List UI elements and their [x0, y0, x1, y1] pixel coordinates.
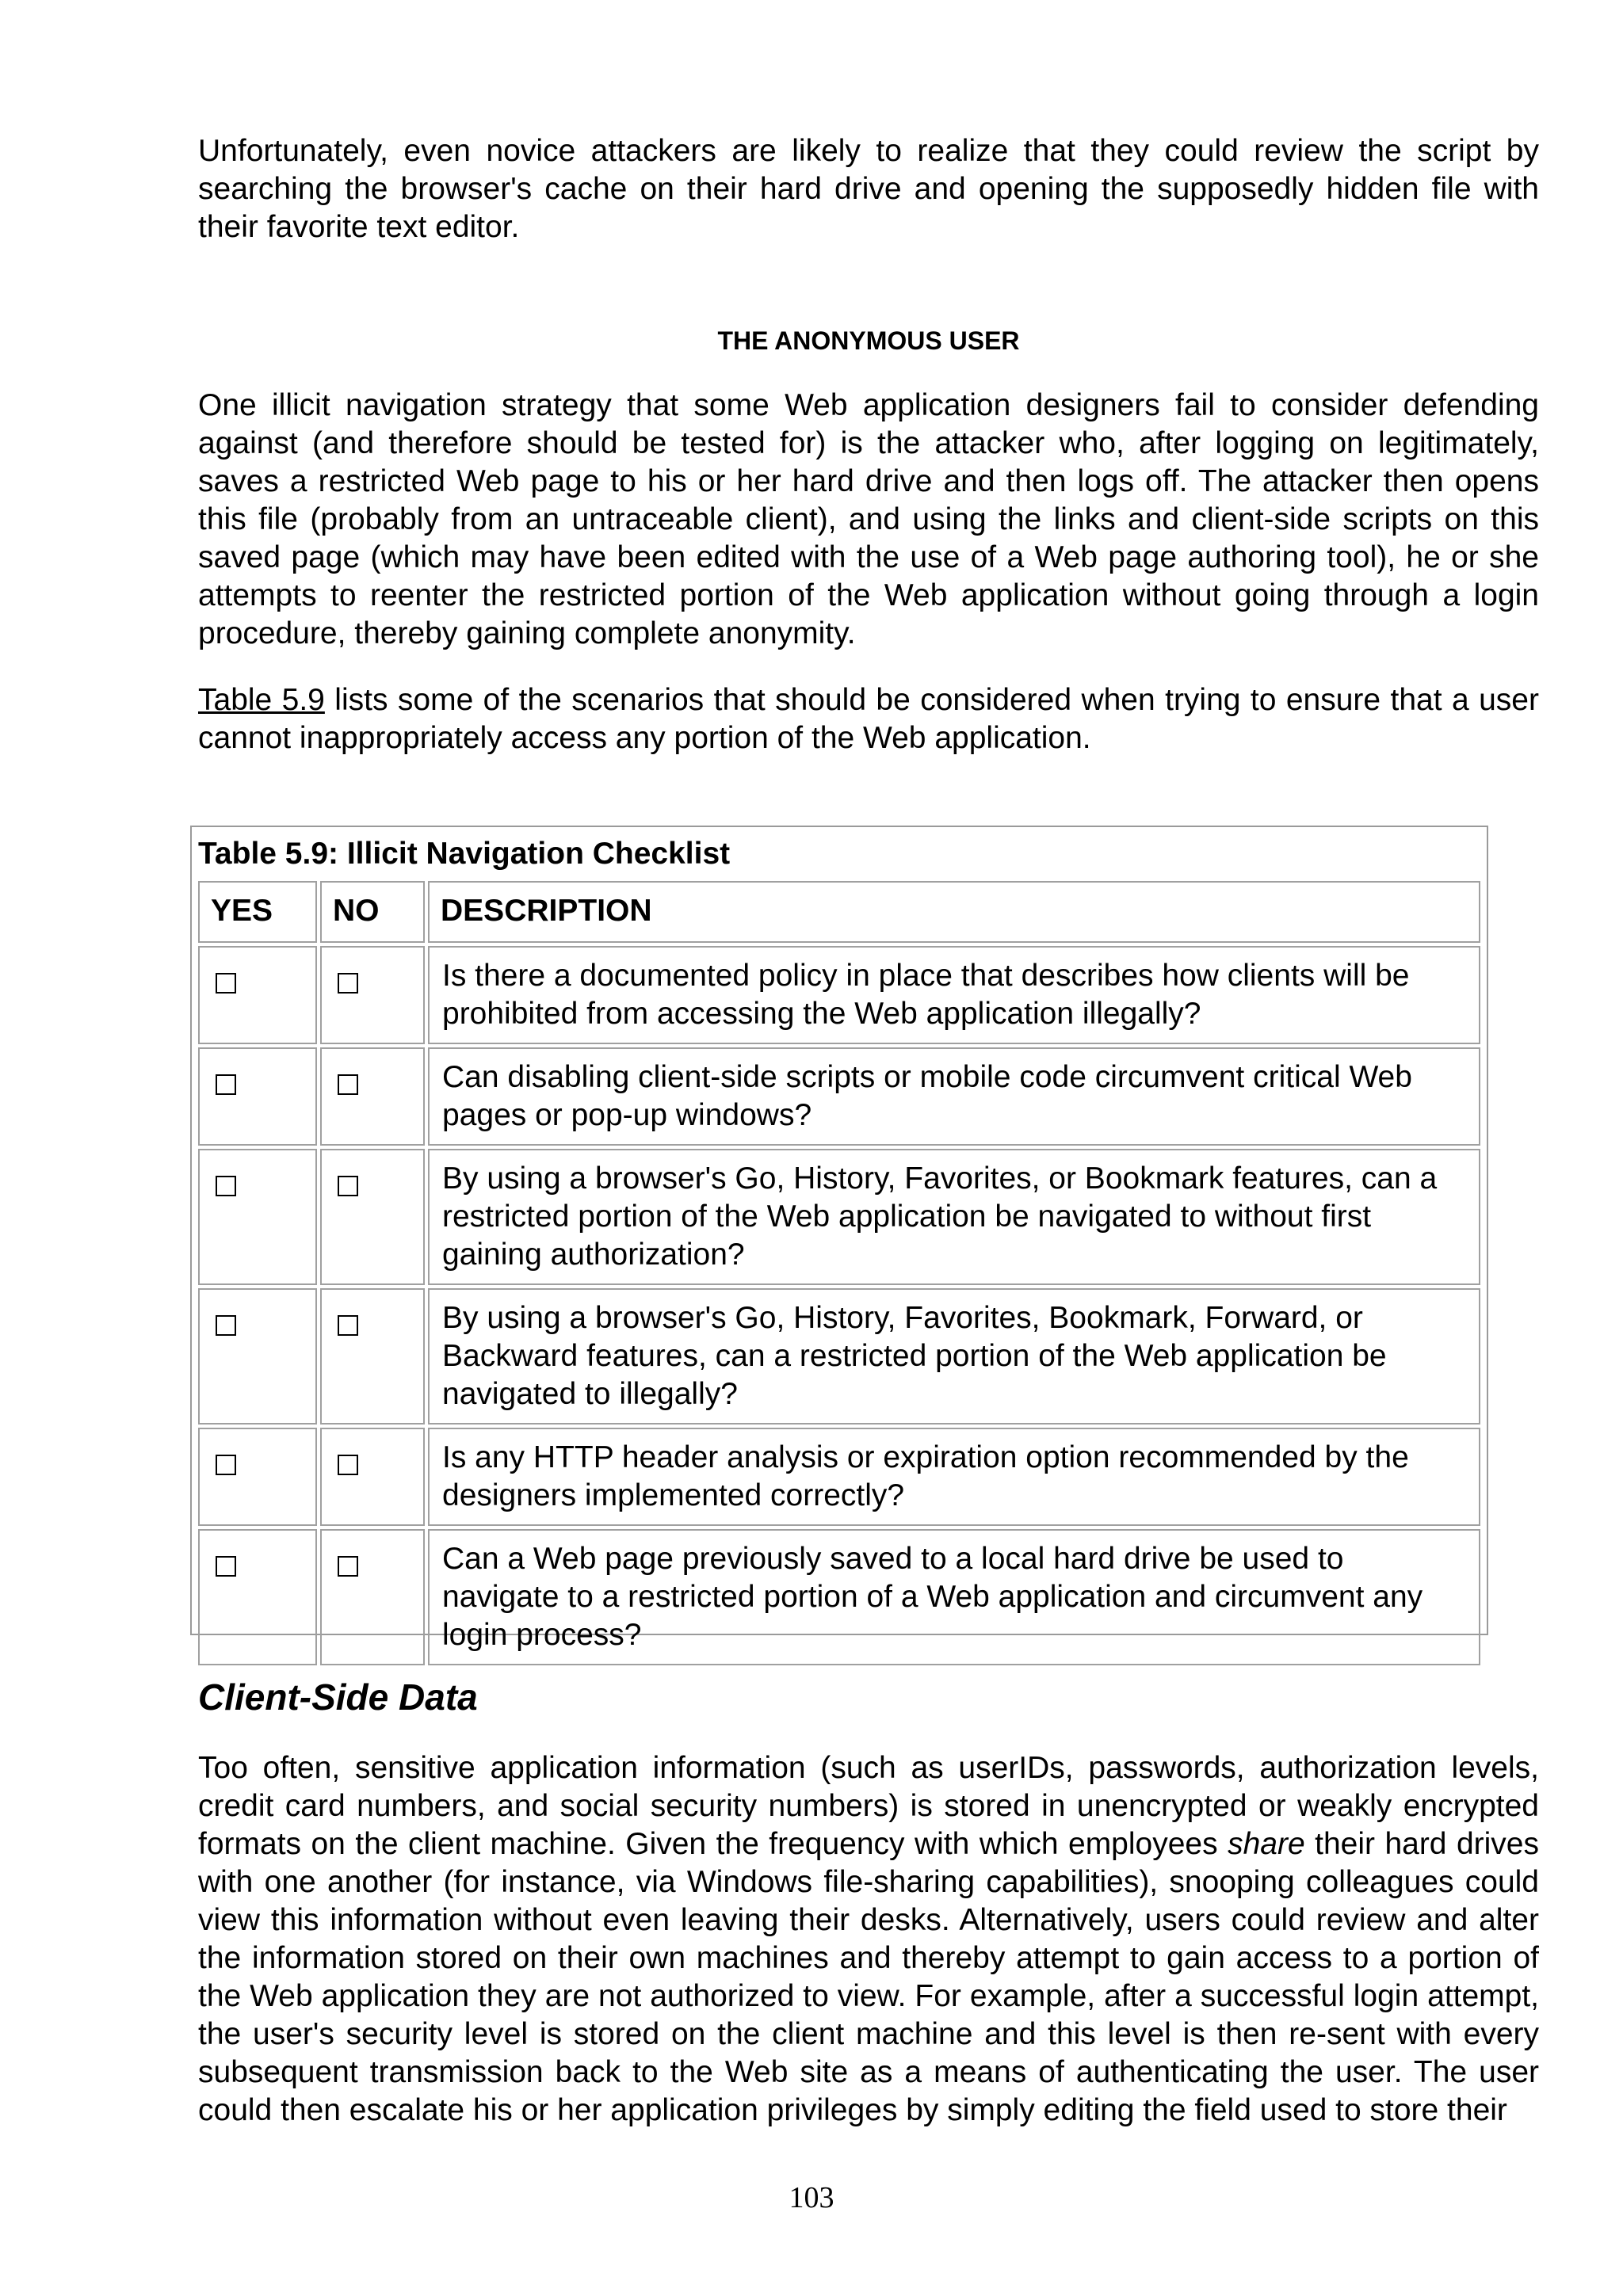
yes-cell: [198, 1149, 317, 1285]
no-checkbox[interactable]: [338, 1556, 358, 1577]
description-cell: Is there a documented policy in place that describes how clients will be prohibited from accessing the Web application illegally?: [428, 946, 1480, 1044]
checklist-table: [195, 878, 1484, 1669]
description-cell: Can disabling client-side scripts or mobile code circumvent critical Web pages or pop-up windows?: [428, 1047, 1480, 1146]
yes-checkbox[interactable]: [216, 1455, 236, 1475]
paragraph-emphasis: share: [1228, 1827, 1305, 1861]
client-side-data-heading: Client-Side Data: [198, 1676, 478, 1718]
yes-checkbox[interactable]: [216, 1074, 236, 1095]
yes-checkbox[interactable]: [216, 1315, 236, 1336]
no-cell: [320, 1288, 425, 1425]
table-row: [198, 1149, 1480, 1285]
no-cell: [320, 1149, 425, 1285]
illicit-navigation-table: [190, 826, 1488, 1652]
no-checkbox[interactable]: [338, 1176, 358, 1196]
yes-cell: [198, 1529, 317, 1665]
table-row: [198, 1288, 1480, 1425]
description-cell: Is any HTTP header analysis or expiration option recommended by the designers implemented correctly?: [428, 1428, 1480, 1526]
anonymous-user-heading: THE ANONYMOUS USER: [717, 326, 1020, 355]
table-reference-text: lists some of the scenarios that should be considered when trying to ensure that a user cannot inappropriately access any portion of the Web application.: [198, 683, 1539, 755]
description-cell: By using a browser's Go, History, Favorites, or Bookmark features, can a restricted portion of the Web application be navigated to without first gaining authorization?: [428, 1149, 1480, 1285]
yes-checkbox[interactable]: [216, 973, 236, 994]
intro-paragraph: Unfortunately, even novice attackers are likely to realize that they could review the script by searching the browser's cache on their hard drive and opening the supposedly hidden file with their favorite text editor.: [198, 134, 1539, 244]
description-cell: By using a browser's Go, History, Favorites, Bookmark, Forward, or Backward features, can a restricted portion of the Web application be navigated to illegally?: [428, 1288, 1480, 1425]
no-checkbox[interactable]: [338, 1455, 358, 1475]
table-row: [198, 946, 1480, 1044]
yes-cell: [198, 946, 317, 1044]
no-column-header: NO: [320, 881, 425, 943]
no-checkbox[interactable]: [338, 1315, 358, 1336]
table-caption: Table 5.9: Illicit Navigation Checklist: [198, 837, 731, 871]
page-number: 103: [789, 2181, 834, 2214]
yes-column-header: YES: [198, 881, 317, 943]
no-cell: [320, 1047, 425, 1146]
yes-cell: [198, 1047, 317, 1146]
table-row: [198, 1428, 1480, 1526]
no-checkbox[interactable]: [338, 973, 358, 994]
description-column-header: DESCRIPTION: [428, 881, 1480, 943]
table-row: [198, 1047, 1480, 1146]
client-side-data-paragraph: [198, 1749, 1539, 2130]
table-row: [198, 1529, 1480, 1665]
yes-checkbox[interactable]: [216, 1176, 236, 1196]
paragraph-end: their hard drives with one another (for instance, via Windows file-sharing capabilities), snooping colleagues could view this information without even leaving their desks. Alternatively, users could review and alter the information stored on their own machines and thereby attempt to gain access to a portion of the Web application they are not authorized to view. For example, after a successful login attempt, the user's security level is stored on the client machine and this level is then re-sent with every subsequent transmission back to the Web site as a means of authenticating the user. The user could then escalate his or her application privileges by simply editing the field used to store their: [198, 1827, 1539, 2127]
yes-cell: [198, 1288, 317, 1425]
no-checkbox[interactable]: [338, 1074, 358, 1095]
yes-checkbox[interactable]: [216, 1556, 236, 1577]
paragraph-start: Too often, sensitive application information (such as userIDs, passwords, authorization levels, credit card numbers, and social security numbers) is stored in unencrypted or weakly encrypted formats on the client machine. Given the frequency with which employees: [198, 1751, 1539, 1861]
table-header-row: [198, 881, 1480, 943]
anonymous-user-paragraph: One illicit navigation strategy that some Web application designers fail to consider defending against (and therefore should be tested for) is the attacker who, after logging on legitimately, saves a restricted Web page to his or her hard drive and then logs off. The attacker then opens this file (probably from an untraceable client), and using the links and client-side scripts on this saved page (which may have been edited with the use of a Web page authoring tool), he or she attempts to reenter the restricted portion of the Web application without going through a login procedure, thereby gaining complete anonymity.: [198, 388, 1539, 650]
no-cell: [320, 1529, 425, 1665]
yes-cell: [198, 1428, 317, 1526]
no-cell: [320, 1428, 425, 1526]
description-cell: Can a Web page previously saved to a local hard drive be used to navigate to a restricted portion of a Web application and circumvent any login process?: [428, 1529, 1480, 1665]
table-5-9-link[interactable]: Table 5.9: [198, 683, 325, 717]
no-cell: [320, 946, 425, 1044]
table-reference-paragraph: [198, 681, 1539, 757]
